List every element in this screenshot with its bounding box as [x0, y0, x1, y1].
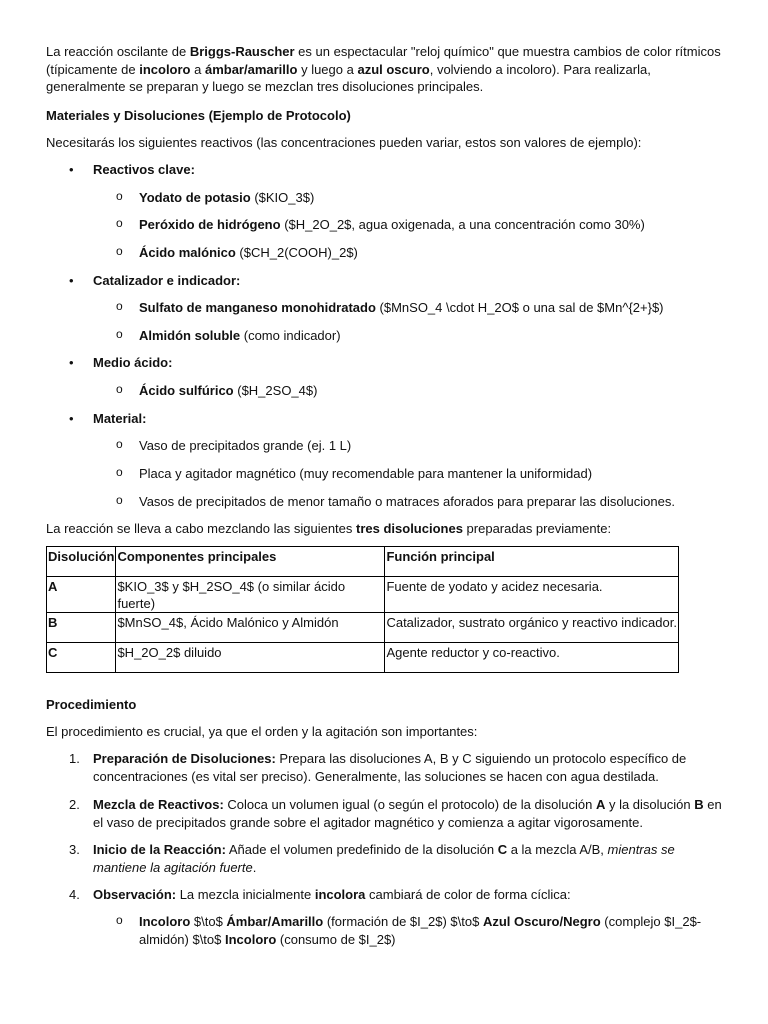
- table-row: [47, 643, 679, 673]
- procedure-step-4: 4. Observación: La mezcla inicialmente incolora cambiará de color de forma cíclica:: [69, 887, 571, 902]
- table-row: [47, 577, 679, 613]
- bullet-marker: •: [69, 355, 74, 370]
- sub-item: o Vasos de precipitados de menor tamaño o matraces aforados para preparar las disoluciones.: [116, 493, 675, 509]
- table-header-cell: Disolución: [47, 547, 116, 577]
- intro-bold-darkblue: azul oscuro: [357, 61, 430, 77]
- sub-item: o Ácido malónico ($CH_2(COOH)_2$): [116, 244, 358, 260]
- table-cell: A: [47, 577, 116, 613]
- table-header-cell: Función principal: [385, 547, 679, 577]
- table-row: [47, 613, 679, 643]
- bullet-reactivos-clave: • Reactivos clave:: [69, 162, 195, 177]
- sub-item: o Ácido sulfúrico ($H_2SO_4$): [116, 382, 318, 398]
- procedure-step-3: 3. Inicio de la Reacción: Añade el volumen predefinido de la disolución C a la mezcla A/B, mientras se mantiene la agitación fuerte.: [69, 842, 675, 875]
- intro-bold-colorless: incoloro: [139, 61, 191, 77]
- materials-heading: Materiales y Disoluciones (Ejemplo de Protocolo): [46, 108, 351, 123]
- table-cell: B: [47, 613, 116, 643]
- bullet-material: • Material:: [69, 411, 147, 426]
- table-cell: $MnSO_4$, Ácido Malónico y Almidón: [116, 613, 385, 643]
- color-cycle-item: o Incoloro $\to$ Ámbar/Amarillo (formación de $I_2$) $\to$ Azul Oscuro/Negro (complejo $I_2$-almidón) $\to$ Incoloro (consumo de $I_2$): [116, 913, 702, 947]
- procedure-lead: El procedimiento es crucial, ya que el orden y la agitación son importantes:: [46, 724, 478, 739]
- table-cell: $H_2O_2$ diluido: [116, 643, 385, 673]
- table-cell: C: [47, 643, 116, 673]
- table-header-row: [47, 547, 679, 577]
- bullet-marker: •: [69, 411, 74, 426]
- intro-paragraph: La reacción oscilante de Briggs-Rauscher es un espectacular "reloj químico" que muestra cambios de color rítmicos (típicamente de incoloro a ámbar/amarillo y luego a azul oscuro, volviendo a incoloro). Para realizarla, generalmente se preparan y luego se mezclan tres disoluciones principales.: [46, 44, 721, 94]
- bullet-marker: •: [69, 273, 74, 288]
- table-cell: Catalizador, sustrato orgánico y reactivo indicador.: [385, 613, 679, 643]
- procedure-heading: Procedimiento: [46, 697, 137, 712]
- sub-item: o Yodato de potasio ($KIO_3$): [116, 189, 315, 205]
- materials-lead: Necesitarás los siguientes reactivos (las concentraciones pueden variar, estos son valores de ejemplo):: [46, 135, 642, 150]
- sub-item: o Vaso de precipitados grande (ej. 1 L): [116, 437, 352, 453]
- sub-item: o Placa y agitador magnético (muy recomendable para mantener la uniformidad): [116, 465, 593, 481]
- intro-bold-name: Briggs-Rauscher: [189, 44, 295, 59]
- sub-item: o Sulfato de manganeso monohidratado ($MnSO_4 \cdot H_2O$ o una sal de $Mn^{2+}$): [116, 299, 664, 315]
- sub-item: o Almidón soluble (como indicador): [116, 327, 341, 343]
- intro-bold-amber: ámbar/amarillo: [204, 61, 298, 77]
- table-cell: Agente reductor y co-reactivo.: [385, 643, 679, 673]
- bullet-medio-acido: • Medio ácido:: [69, 355, 173, 370]
- table-cell: $KIO_3$ y $H_2SO_4$ (o similar ácido fuerte): [116, 577, 385, 613]
- sub-item: o Peróxido de hidrógeno ($H_2O_2$, agua oxigenada, a una concentración como 30%): [116, 216, 645, 232]
- bullet-catalizador: • Catalizador e indicador:: [69, 273, 241, 288]
- table-intro: La reacción se lleva a cabo mezclando las siguientes tres disoluciones preparadas previamente:: [46, 521, 612, 536]
- procedure-step-1: 1. Preparación de Disoluciones: Prepara las disoluciones A, B y C siguiendo un protocolo específico de concentraciones (es vital ser preciso). Generalmente, las soluciones se hacen con agua destilada.: [69, 751, 687, 784]
- table-header-cell: Componentes principales: [116, 547, 385, 577]
- solutions-table: [46, 546, 679, 673]
- procedure-step-2: 2. Mezcla de Reactivos: Coloca un volumen igual (o según el protocolo) de la disolución A y la disolución B en el vaso de precipitados grande sobre el agitador magnético y comienza a agitar vigorosamente.: [69, 797, 722, 830]
- table-cell: Fuente de yodato y acidez necesaria.: [385, 577, 679, 613]
- bullet-marker: •: [69, 162, 74, 177]
